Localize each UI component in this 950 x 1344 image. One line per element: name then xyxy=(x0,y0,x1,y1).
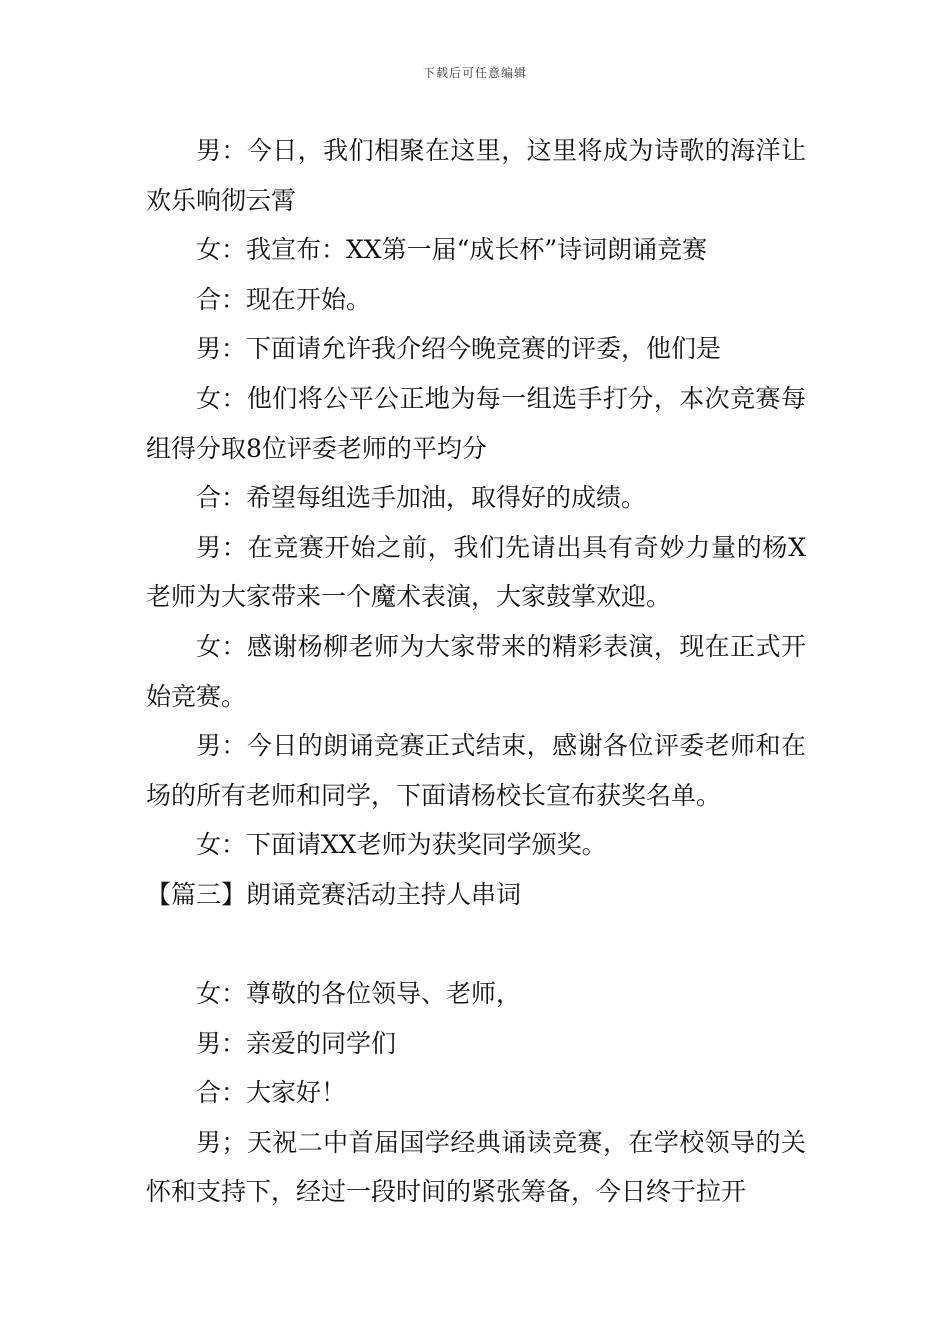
paragraph: 女：下面请XX老师为获奖同学颁奖。 xyxy=(196,830,607,860)
paragraph: 女：感谢杨柳老师为大家带来的精彩表演，现在正式开始竞赛。 xyxy=(146,631,806,711)
paragraph: 男：今日的朗诵竞赛正式结束，感谢各位评委老师和在场的所有老师和同学，下面请杨校长宣布获奖名单。 xyxy=(146,731,806,810)
paragraph: 男：下面请允许我介绍今晚竞赛的评委，他们是 xyxy=(196,334,722,364)
section-title: 【篇三】朗诵竞赛活动主持人串词 xyxy=(146,879,522,909)
blank-line xyxy=(146,920,806,970)
paragraph: 合：现在开始。 xyxy=(196,284,372,314)
paragraph: 女：尊敬的各位领导、老师， xyxy=(196,979,522,1009)
paragraph: 合：大家好！ xyxy=(196,1078,347,1108)
paragraph: 男：今日，我们相聚在这里，这里将成为诗歌的海洋让欢乐响彻云霄 xyxy=(146,136,806,215)
paragraph: 女：我宣布：XX第一届“成长杯”诗词朗诵竞赛 xyxy=(196,235,708,265)
document-body xyxy=(146,126,806,1217)
paragraph: 合：希望每组选手加油，取得好的成绩。 xyxy=(196,483,647,513)
paragraph: 男：亲爱的同学们 xyxy=(196,1028,397,1058)
paragraph: 男：在竞赛开始之前，我们先请出具有奇妙力量的杨X老师为大家带来一个魔术表演，大家鼓掌欢迎。 xyxy=(146,532,806,612)
paragraph: 男；天祝二中首届国学经典诵读竞赛，在学校领导的关怀和支持下，经过一段时间的紧张筹备，今日终于拉开 xyxy=(146,1127,806,1207)
header-note: 下载后可任意编辑 xyxy=(422,66,527,80)
paragraph: 女：他们将公平公正地为每一组选手打分，本次竞赛每组得分取8位评委老师的平均分 xyxy=(146,383,806,463)
